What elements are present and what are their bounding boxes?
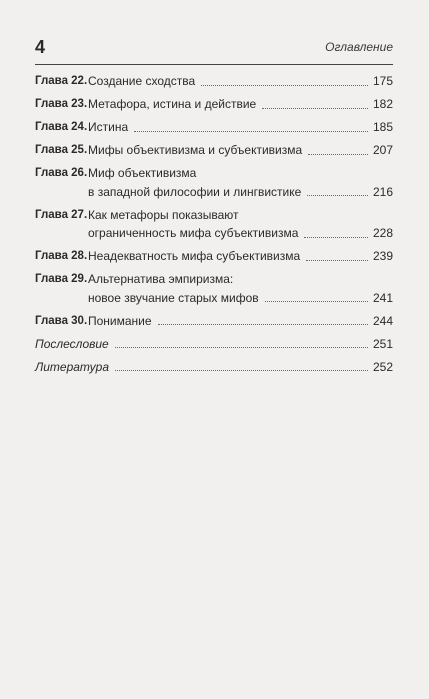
running-head: Оглавление bbox=[325, 40, 393, 54]
toc-entry-afterword bbox=[35, 335, 393, 354]
toc-entry-22 bbox=[35, 72, 393, 91]
dot-leader bbox=[115, 347, 368, 348]
afterword-title: Послесловие bbox=[35, 336, 109, 351]
toc-entry-30 bbox=[35, 312, 393, 331]
chapter-title: Истина bbox=[88, 120, 129, 134]
chapter-page: 239 bbox=[372, 249, 393, 263]
dot-leader bbox=[265, 301, 368, 302]
chapter-title: Мифы объективизма и субъективизма bbox=[88, 143, 303, 157]
chapter-title-line-2: ограниченность мифа субъективизма bbox=[88, 226, 299, 240]
chapter-title-line-1: Альтернатива эмпиризма: bbox=[88, 272, 234, 286]
chapter-page: 182 bbox=[372, 97, 393, 111]
book-page bbox=[35, 36, 393, 381]
chapter-title: Создание сходства bbox=[88, 74, 196, 88]
page-number: 4 bbox=[35, 37, 46, 57]
toc-entry-28 bbox=[35, 247, 393, 266]
chapter-label: Глава 25. bbox=[35, 144, 88, 156]
dot-leader bbox=[115, 370, 368, 371]
chapter-title-line-2: в западной философии и лингвистике bbox=[88, 184, 302, 199]
chapter-title bbox=[88, 164, 301, 201]
chapter-page: 185 bbox=[372, 120, 393, 134]
chapter-title-line-1: Как метафоры показывают bbox=[88, 207, 239, 222]
chapter-label: Глава 27. bbox=[35, 208, 88, 221]
references-title: Литература bbox=[35, 359, 109, 374]
chapter-label: Глава 28. bbox=[35, 250, 88, 262]
toc-entry-references bbox=[35, 358, 393, 377]
chapter-title-line-1: Миф объективизма bbox=[88, 166, 197, 180]
chapter-label: Глава 29. bbox=[35, 273, 88, 285]
chapter-title bbox=[88, 270, 259, 307]
dot-leader bbox=[201, 85, 368, 86]
toc-entry-26 bbox=[35, 164, 393, 201]
header-rule bbox=[35, 64, 393, 65]
chapter-title: Неадекватность мифа субъективизма bbox=[88, 249, 301, 263]
chapter-label: Глава 23. bbox=[35, 98, 88, 110]
chapter-title: Понимание bbox=[88, 313, 152, 328]
dot-leader bbox=[307, 195, 368, 196]
dot-leader bbox=[308, 154, 368, 155]
chapter-title-line-2: новое звучание старых мифов bbox=[88, 290, 259, 305]
chapter-label: Глава 30. bbox=[35, 314, 88, 327]
chapter-label: Глава 26. bbox=[35, 167, 88, 179]
dot-leader bbox=[134, 131, 368, 132]
chapter-page: 244 bbox=[372, 313, 393, 328]
chapter-page: 216 bbox=[372, 184, 393, 199]
page-header bbox=[35, 36, 393, 58]
afterword-page: 251 bbox=[372, 336, 393, 351]
chapter-page: 241 bbox=[372, 290, 393, 305]
table-of-contents bbox=[35, 72, 393, 376]
dot-leader bbox=[304, 237, 368, 238]
dot-leader bbox=[306, 260, 368, 261]
chapter-label: Глава 22. bbox=[35, 75, 88, 87]
dot-leader bbox=[158, 324, 368, 325]
chapter-page: 207 bbox=[372, 143, 393, 157]
chapter-title bbox=[88, 206, 298, 243]
chapter-label: Глава 24. bbox=[35, 121, 88, 133]
chapter-page: 228 bbox=[372, 226, 393, 240]
chapter-page: 175 bbox=[372, 74, 393, 88]
references-page: 252 bbox=[372, 359, 393, 374]
toc-entry-24 bbox=[35, 118, 393, 137]
toc-entry-27 bbox=[35, 206, 393, 243]
toc-entry-23 bbox=[35, 95, 393, 114]
dot-leader bbox=[262, 108, 368, 109]
toc-entry-25 bbox=[35, 141, 393, 160]
toc-entry-29 bbox=[35, 270, 393, 307]
chapter-title: Метафора, истина и действие bbox=[88, 97, 257, 111]
